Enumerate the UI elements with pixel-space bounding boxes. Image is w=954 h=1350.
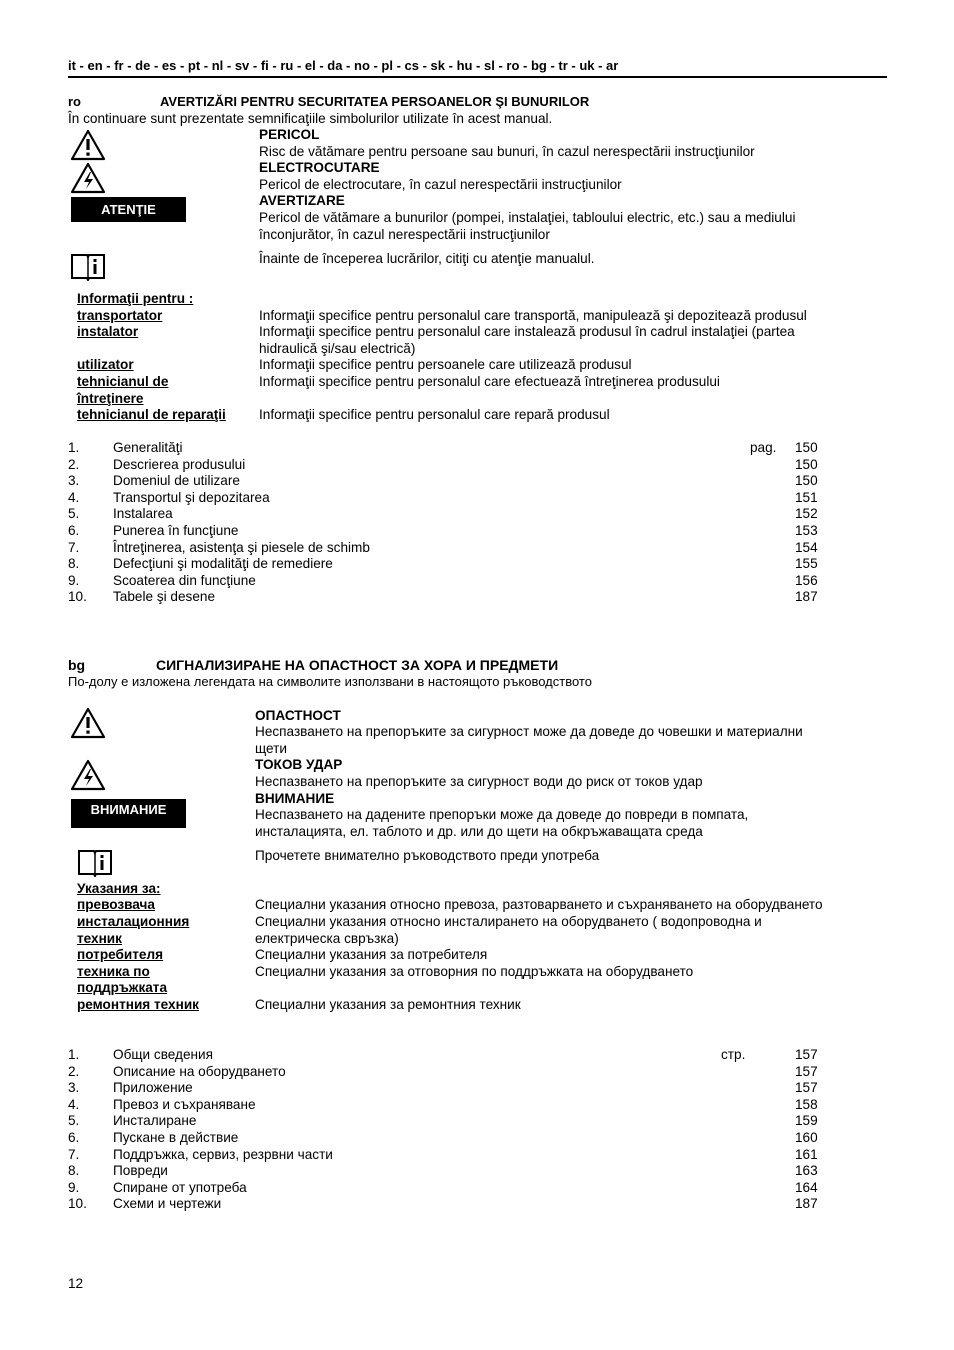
- ro-section-title: AVERTIZĂRI PENTRU SECURITATEA PERSOANELOR ŞI BUNURILOR: [160, 94, 590, 109]
- warning-triangle-icon: [70, 707, 106, 739]
- ro-toc-page: 150: [795, 456, 818, 472]
- bg-warn-title: ВНИМАНИЕ: [255, 791, 335, 806]
- bg-role-text-repair: Специални указания за ремонтния техник: [255, 997, 521, 1012]
- bg-toc-number: 7.: [68, 1146, 80, 1162]
- bg-toc-number: 2.: [68, 1063, 80, 1079]
- bg-toc-page: 157: [795, 1047, 818, 1062]
- ro-toc-number: 1.: [68, 440, 80, 455]
- bg-role-text-maint: Специални указания за отговорния по поддръжката на оборудването: [255, 964, 694, 979]
- bg-role-user: потребителя: [77, 947, 164, 962]
- bg-danger-title: ОПАСТНОСТ: [255, 708, 341, 723]
- ro-toc-page: 156: [795, 572, 818, 588]
- ro-toc-page: 153: [795, 523, 818, 538]
- ro-electro-title: ELECTROCUTARE: [259, 160, 380, 175]
- bg-intro: По-долу е изложена легендата на символите използвани в настоящото ръководството: [68, 674, 592, 689]
- ro-role-text-install-2: hidraulică şi/sau electrică): [259, 341, 416, 356]
- bg-toc-page: 158: [795, 1096, 818, 1112]
- bg-toc-title: Поддръжка, сервиз, резрвни части: [113, 1146, 333, 1162]
- bg-role-install-1: инсталационния: [77, 914, 190, 929]
- ro-toc-page: 155: [795, 556, 818, 572]
- ro-role-install: instalator: [77, 324, 139, 339]
- ro-toc-number: 4.: [68, 489, 80, 505]
- bg-manual-text: Прочетете внимателно ръководството преди употреба: [255, 848, 600, 863]
- ro-section-code: ro: [68, 94, 81, 109]
- bg-role-text-transport: Специални указания относно превоза, разтоварването и съхраняването на оборудването: [255, 897, 823, 912]
- electric-shock-icon: [70, 162, 106, 194]
- bg-danger-text-1: Неспазването на препоръките за сигурност може да доведе до човешки и материални: [255, 724, 803, 739]
- ro-toc-title: Scoaterea din funcţiune: [113, 572, 256, 588]
- ro-toc-title: Punerea în funcţiune: [113, 523, 239, 538]
- ro-toc-number: 10.: [68, 589, 87, 605]
- ro-role-text-transport: Informaţii specifice pentru personalul care transportă, manipulează şi depozitează produsul: [259, 308, 807, 323]
- ro-toc-number: 9.: [68, 572, 80, 588]
- ro-toc-title: Transportul şi depozitarea: [113, 489, 270, 505]
- ro-role-maint-2: întreţinere: [77, 391, 144, 406]
- bg-toc-page: 164: [795, 1179, 818, 1195]
- ro-role-repair: tehnicianul de reparaţii: [77, 407, 226, 422]
- ro-toc-title: Defecţiuni şi modalităţi de remediere: [113, 556, 333, 572]
- bg-toc-title: Спиране от употреба: [113, 1179, 247, 1195]
- ro-electro-text: Pericol de electrocutare, în cazul nerespectării instrucţiunilor: [259, 177, 622, 192]
- bg-role-install-2: техник: [77, 931, 122, 946]
- ro-toc-title: Domeniul de utilizare: [113, 473, 240, 489]
- ro-toc-page: 150: [795, 473, 818, 489]
- read-manual-icon: [77, 847, 113, 877]
- ro-role-transport: transportator: [77, 308, 163, 323]
- ro-toc-number: 5.: [68, 506, 80, 522]
- bg-toc-page: 157: [795, 1080, 818, 1096]
- bg-shock-text: Неспазването на препоръките за сигурност води до риск от токов удар: [255, 774, 703, 789]
- bg-toc-number: 9.: [68, 1179, 80, 1195]
- ro-toc-page-label: pag.: [750, 440, 777, 455]
- bg-toc-title: Схеми и чертежи: [113, 1196, 222, 1212]
- bg-toc-page: 161: [795, 1146, 818, 1162]
- ro-role-text-user: Informaţii specifice pentru persoanele care utilizează produsul: [259, 357, 632, 372]
- ro-toc-number: 2.: [68, 456, 80, 472]
- electric-shock-icon: [70, 759, 106, 791]
- bg-role-transport: превозвача: [77, 897, 155, 912]
- bg-role-maint-1: техника по: [77, 964, 150, 979]
- ro-avert-text-1: Pericol de vătămare a bunurilor (pompei, instalaţiei, tabloului electric, etc.) sau a mediului: [259, 210, 796, 225]
- ro-toc-title: Descrierea produsului: [113, 456, 246, 472]
- bg-toc-title: Общи сведения: [113, 1047, 213, 1062]
- ro-toc-title: Instalarea: [113, 506, 173, 522]
- bg-role-repair: ремонтния техник: [77, 997, 199, 1012]
- warning-triangle-icon: [70, 129, 106, 161]
- ro-toc-page: 152: [795, 506, 818, 522]
- ro-avert-title: AVERTIZARE: [259, 193, 345, 208]
- bg-toc-number: 5.: [68, 1113, 80, 1129]
- header-rule: [68, 76, 887, 78]
- bg-warn-text-1: Неспазването на дадените препоръки може да доведе до повреди в помпата,: [255, 807, 749, 822]
- bg-toc-title: Превоз и съхраняване: [113, 1096, 256, 1112]
- ro-role-user: utilizator: [77, 357, 134, 372]
- ro-toc-number: 6.: [68, 523, 80, 538]
- ro-pericol-title: PERICOL: [259, 127, 320, 142]
- ro-caution-badge: ATENŢIE: [71, 197, 186, 222]
- bg-role-maint-2: поддръжката: [77, 980, 168, 995]
- bg-toc-title: Приложение: [113, 1080, 193, 1096]
- bg-toc-page: 160: [795, 1130, 818, 1145]
- ro-toc-page: 187: [795, 589, 818, 605]
- language-list: it - en - fr - de - es - pt - nl - sv - fi - ru - el - da - no - pl - cs - sk - hu - sl - ro - bg - tr - uk - ar: [68, 58, 619, 73]
- ro-toc-title: Întreţinerea, asistenţa şi piesele de schimb: [113, 539, 370, 555]
- bg-toc-title: Пускане в действие: [113, 1130, 239, 1145]
- bg-danger-text-2: щети: [255, 741, 287, 756]
- read-manual-icon: [70, 251, 106, 281]
- ro-toc-page: 150: [795, 440, 818, 455]
- bg-shock-title: ТОКОВ УДАР: [255, 757, 343, 772]
- bg-role-text-user: Специални указания за потребителя: [255, 947, 488, 962]
- bg-caution-badge: ВНИМАНИЕ: [71, 799, 186, 828]
- bg-info-heading: Указания за:: [77, 881, 161, 896]
- ro-toc-title: Generalităţi: [113, 440, 183, 455]
- bg-toc-page: 187: [795, 1196, 818, 1212]
- ro-role-text-install-1: Informaţii specifice pentru personalul care instalează produsul în cadrul instalaţiei (partea: [259, 324, 795, 339]
- bg-toc-number: 4.: [68, 1096, 80, 1112]
- ro-pericol-text: Risc de vătămare pentru persoane sau bunuri, în cazul nerespectării instrucţiunilor: [259, 144, 755, 159]
- ro-toc-number: 7.: [68, 539, 80, 555]
- page-number: 12: [68, 1276, 84, 1291]
- bg-toc-page-label: стр.: [721, 1047, 746, 1062]
- bg-toc-number: 10.: [68, 1196, 87, 1212]
- bg-toc-page: 157: [795, 1063, 818, 1079]
- ro-toc-number: 8.: [68, 556, 80, 572]
- bg-section-code: bg: [68, 657, 86, 673]
- ro-role-maint-1: tehnicianul de: [77, 374, 169, 389]
- ro-toc-page: 154: [795, 539, 818, 555]
- bg-toc-title: Инсталиране: [113, 1113, 197, 1129]
- bg-role-text-install-1: Специални указания относно инсталирането на оборудването ( водопроводна и: [255, 914, 762, 929]
- bg-role-text-install-2: електрическа свръзка): [255, 931, 399, 946]
- ro-avert-text-2: înconjurător, în cazul nerespectării instrucţiunilor: [259, 227, 550, 242]
- bg-toc-number: 8.: [68, 1163, 80, 1179]
- bg-toc-page: 163: [795, 1163, 818, 1179]
- bg-toc-title: Описание на оборудването: [113, 1063, 286, 1079]
- ro-toc-page: 151: [795, 489, 818, 505]
- ro-role-text-maint: Informaţii specifice pentru personalul care efectuează întreţinerea produsului: [259, 374, 720, 389]
- ro-info-heading: Informaţii pentru :: [77, 291, 194, 306]
- bg-toc-number: 3.: [68, 1080, 80, 1096]
- bg-toc-page: 159: [795, 1113, 818, 1129]
- ro-toc-number: 3.: [68, 473, 80, 489]
- ro-intro: În continuare sunt prezentate semnificaţiile simbolurilor utilizate în acest manual.: [68, 111, 553, 126]
- bg-toc-number: 1.: [68, 1047, 80, 1062]
- ro-role-text-repair: Informaţii specifice pentru personalul care repară produsul: [259, 407, 610, 422]
- bg-warn-text-2: инсталацията, ел. таблото и др. или до щети на обкръжаващата среда: [255, 824, 703, 839]
- ro-toc-title: Tabele şi desene: [113, 589, 216, 605]
- bg-toc-title: Повреди: [113, 1163, 168, 1179]
- bg-section-title: СИГНАЛИЗИРАНЕ НА ОПАСТНОСТ ЗА ХОРА И ПРЕДМЕТИ: [156, 657, 559, 673]
- bg-toc-number: 6.: [68, 1130, 80, 1145]
- ro-manual-text: Înainte de începerea lucrărilor, citiţi cu atenţie manualul.: [259, 251, 595, 266]
